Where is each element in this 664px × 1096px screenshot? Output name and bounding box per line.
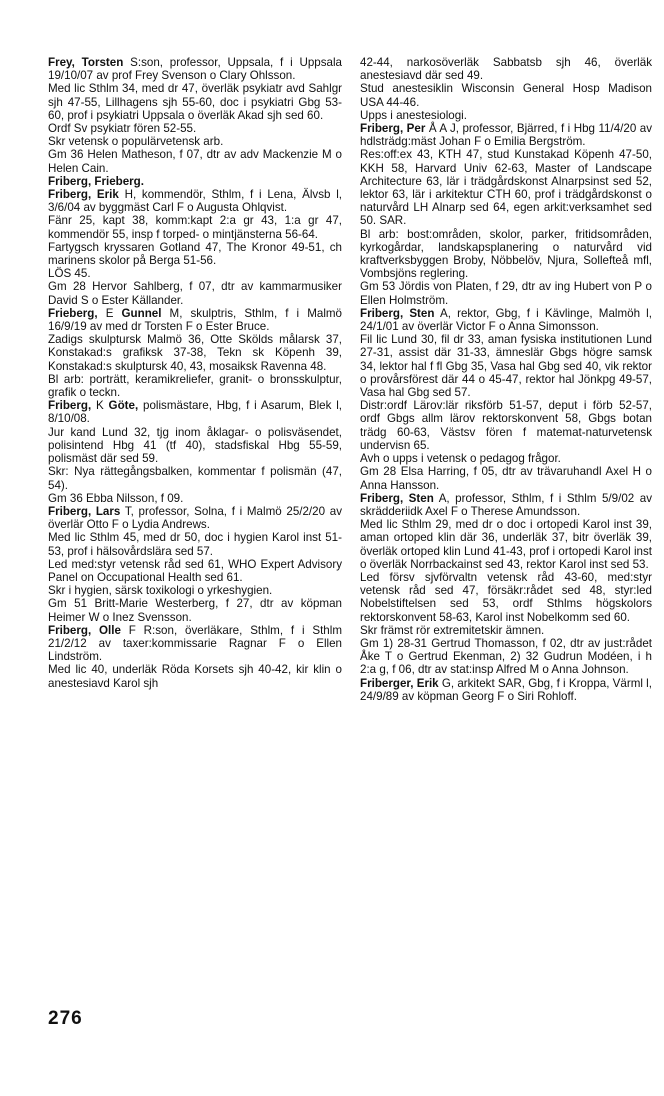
entry-name: Friberg, Erik [48,188,119,202]
entry-details: S:son, professor, Uppsala, f i Uppsala 19/10/07 av prof Frey Svenson o Clary Ohlsson. [48,56,342,83]
right-column [360,56,652,703]
biography-entry [48,188,342,214]
entry-details: H, kommendör, Sthlm, f i Lena, Älvsb l, 3/6/04 av byggmäst Carl F o Augusta Ohlqvist. [48,188,342,215]
dictionary-page [48,56,652,1056]
entry-paragraph: Gm 53 Jördis von Platen, f 29, dtr av ing Hubert von P o Ellen Holmström. [360,280,652,307]
biography-entry [360,307,652,333]
entry-name: Friberg, [48,399,92,413]
biography-entry [48,505,342,531]
entry-paragraph: Gm 51 Britt-Marie Westerberg, f 27, dtr av köpman Heimer W o Inez Svensson. [48,597,342,624]
entry-paragraph: Fänr 25, kapt 38, komm:kapt 2:a gr 43, 1:a gr 47, kommendör 55, insp f torped- o mintjänsterna 56-64. [48,214,342,241]
entry-details: F R:son, överläkare, Sthlm, f i Sthlm 21/2/12 av taxer:kommissarie Ragnar F o Ellen Lindström. [48,623,342,664]
entry-paragraph: Skr främst rör extremitetskir ämnen. [360,623,545,637]
entry-details: polismästare, Hbg, f i Asarum, Blek l, 8/10/08. [48,399,342,426]
entry-name: Friberg, Sten [360,306,435,320]
entry-paragraph: Med lic Sthlm 34, med dr 47, överläk psykiatr avd Sahlgr sjh 47-55, Lillhagens sjh 55-60, doc i psykiatri Gbg 53-60, prof i psykiatri Uppsala o överläk Akad sjh sed 60. [48,82,342,122]
entry-name: Friberg, Sten [360,491,434,505]
entry-paragraph: Upps i anestesiologi. [360,108,467,122]
entry-paragraph: Gm 36 Helen Matheson, f 07, dtr av adv Mackenzie M o Helen Cain. [48,148,342,175]
entry-paragraph: Led försv sjvförvaltn vetensk råd 43-60, med:styr vetensk råd sed 47, försäkr:rådet sed 48, styr:led Nobelstiftelsen sed 53, ordf Sthlms högskolors rektorskonvent 58-63, Karol inst Nobelkomm sed 60. [360,570,652,624]
biography-entry [48,175,342,188]
entry-details: A, rektor, Gbg, f i Kävlinge, Malmöh l, 24/1/01 av överlär Victor F o Anna Simonsson. [360,306,652,334]
entry-paragraph: Gm 28 Elsa Harring, f 05, dtr av trävaruhandl Axel H o Anna Hansson. [360,465,652,492]
entry-paragraph: Fartygsch kryssaren Gotland 47, The Kronor 49-51, ch marinens skolor på Berga 51-56. [48,240,342,268]
entry-name: Friberg, Olle [48,623,121,637]
entry-paragraph: Distr:ordf Lärov:lär riksförb 51-57, deput i förb 52-57, ordf Gbgs allm lärov rektorskonvent 58, Gbgs botan trädg 60-63, Västsv fören f matemat-naturvetensk undervisn 65. [360,399,652,452]
entry-initial: K [91,399,109,413]
entry-paragraph: Med lic 40, underläk Röda Korsets sjh 40-42, kir klin o anestesiavd Karol sjh [48,663,342,690]
biography-entry [360,122,652,148]
entry-name: Friberger, Erik [360,676,439,690]
biography-entry [48,307,342,333]
entry-paragraph: Med lic Sthlm 29, med dr o doc i ortopedi Karol inst 39, aman ortoped klin där 36, underläk 37, bitr överläk 39, överläk ortoped klin Lund 41-43, prof i ortopedi Karol inst o överläk Norrbackainst sed 43, rektor Karol inst sed 53. [360,518,652,571]
entry-given-name: Gunnel [121,306,162,320]
entry-paragraph: LÖS 45. [48,267,91,281]
page-number: 276 [48,1008,83,1029]
entry-paragraph: Res:off:ex 43, KTH 47, stud Kunstakad Köpenh 47-50, KKH 58, Harvard Univ 62-63, Master of Landscape Architecture 63, lär i trädgårdskonst Alnarpsinst sed 52, lektor 63, lär i arkitektur CTH 60, prof i trädgårdskonst o naturvård LH Alnarp sed 64, egen arkit:verksamhet sed 50. SAR. [360,148,652,228]
entry-details: G, arkitekt SAR, Gbg, f i Kroppa, Värml l, 24/9/89 av köpman Georg F o Siri Rohloff. [360,676,652,703]
biography-entry [48,399,342,425]
entry-name: Friberg, Frieberg. [48,174,144,188]
biography-entry [360,492,652,518]
entry-paragraph: Med lic Sthlm 45, med dr 50, doc i hygien Karol inst 51-53, prof i hälsovårdslära sed 57. [48,531,342,558]
entry-name: Frieberg, [48,306,98,320]
entry-details: A, professor, Sthlm, f i Sthlm 5/9/02 av skrädderiidk Axel F o Therese Amundsson. [360,491,652,518]
entry-paragraph: 42-44, narkosöverläk Sabbatsb sjh 46, överläk anestesiavd där sed 49. [360,56,652,83]
entry-paragraph: Led med:styr vetensk råd sed 61, WHO Expert Advisory Panel on Occupational Health sed 61. [48,557,342,584]
biography-entry [48,56,342,82]
entry-details: Å A J, professor, Bjärred, f i Hbg 11/4/20 av hdlsträdg:mäst Johan F o Emilia Bergström. [360,122,652,149]
entry-paragraph: Jur kand Lund 32, tjg inom åklagar- o polisväsendet, polisintend Hbg 41 (tf 40), stadsfiskal Hbg 55-59, polismäst där sed 59. [48,425,342,466]
entry-paragraph: Bl arb: bost:områden, skolor, parker, fritidsområden, kyrkogårdar, landskapsplanering o naturvård vid kraftverksbyggen Broby, Nöbbelöv, Njura, Sollefteå mfl, Vombsjöns reglering. [360,227,652,281]
entry-name: Frey, Torsten [48,56,124,69]
entry-paragraph: Gm 36 Ebba Nilsson, f 09. [48,491,184,505]
entry-details: T, professor, Solna, f i Malmö 25/2/20 av överlär Otto F o Lydia Andrews. [48,504,342,532]
entry-paragraph: Skr i hygien, särsk toxikologi o yrkeshygien. [48,584,273,598]
biography-entry [48,624,342,664]
entry-details: M, skulptris, Sthlm, f i Malmö 16/9/19 av med dr Torsten F o Ester Bruce. [48,306,342,334]
entry-paragraph: Skr vetensk o populärvetensk arb. [48,135,224,149]
entry-paragraph: Gm 28 Hervor Sahlberg, f 07, dtr av kammarmusiker David S o Ester Källander. [48,280,342,307]
entry-paragraph: Bl arb: porträtt, keramikreliefer, granit- o bronsskulptur, grafik o teckn. [48,372,342,400]
entry-name: Friberg, Lars [48,504,121,518]
entry-paragraph: Skr: Nya rättegångsbalken, kommentar f polismän (47, 54). [48,465,342,492]
entry-paragraph: Zadigs skulptursk Malmö 36, Otte Skölds målarsk 37, Konstakad:s grafiksk 37-38, Tekn sk Köpenh 39, Konstakad:s skulptursk 40, 43, mosaiksk Ravenna 48. [48,333,342,373]
entry-paragraph: Fil lic Lund 30, fil dr 33, aman fysiska institutionen Lund 27-31, assist där 31-33, ämneslär Gbgs högre samsk 34, lektor hal f fl Gbg 35, Vasa hal Gbg sed 40, vik rektor o provårsförest där 44 o 45-47, rektor hal Jönkpg 49-57, Vasa hal Gbg sed 57. [360,333,652,400]
entry-given-name: Göte, [108,399,139,413]
entry-paragraph: Gm 1) 28-31 Gertrud Thomasson, f 02, dtr av just:rådet Åke T o Gertrud Ekenman, 2) 32 Gudrun Modéen, i h 2:a g, f 06, dtr av stat:insp Alfred M o Anna Johnson. [360,636,652,677]
entry-paragraph: Stud anestesiklin Wisconsin General Hosp Madison USA 44-46. [360,82,652,109]
left-column [48,56,342,690]
entry-initial: E [97,306,122,320]
entry-paragraph: Avh o upps i vetensk o pedagog frågor. [360,452,561,466]
entry-name: Friberg, Per [360,122,426,136]
entry-paragraph: Ordf Sv psykiatr fören 52-55. [48,122,197,136]
biography-entry [360,677,652,703]
